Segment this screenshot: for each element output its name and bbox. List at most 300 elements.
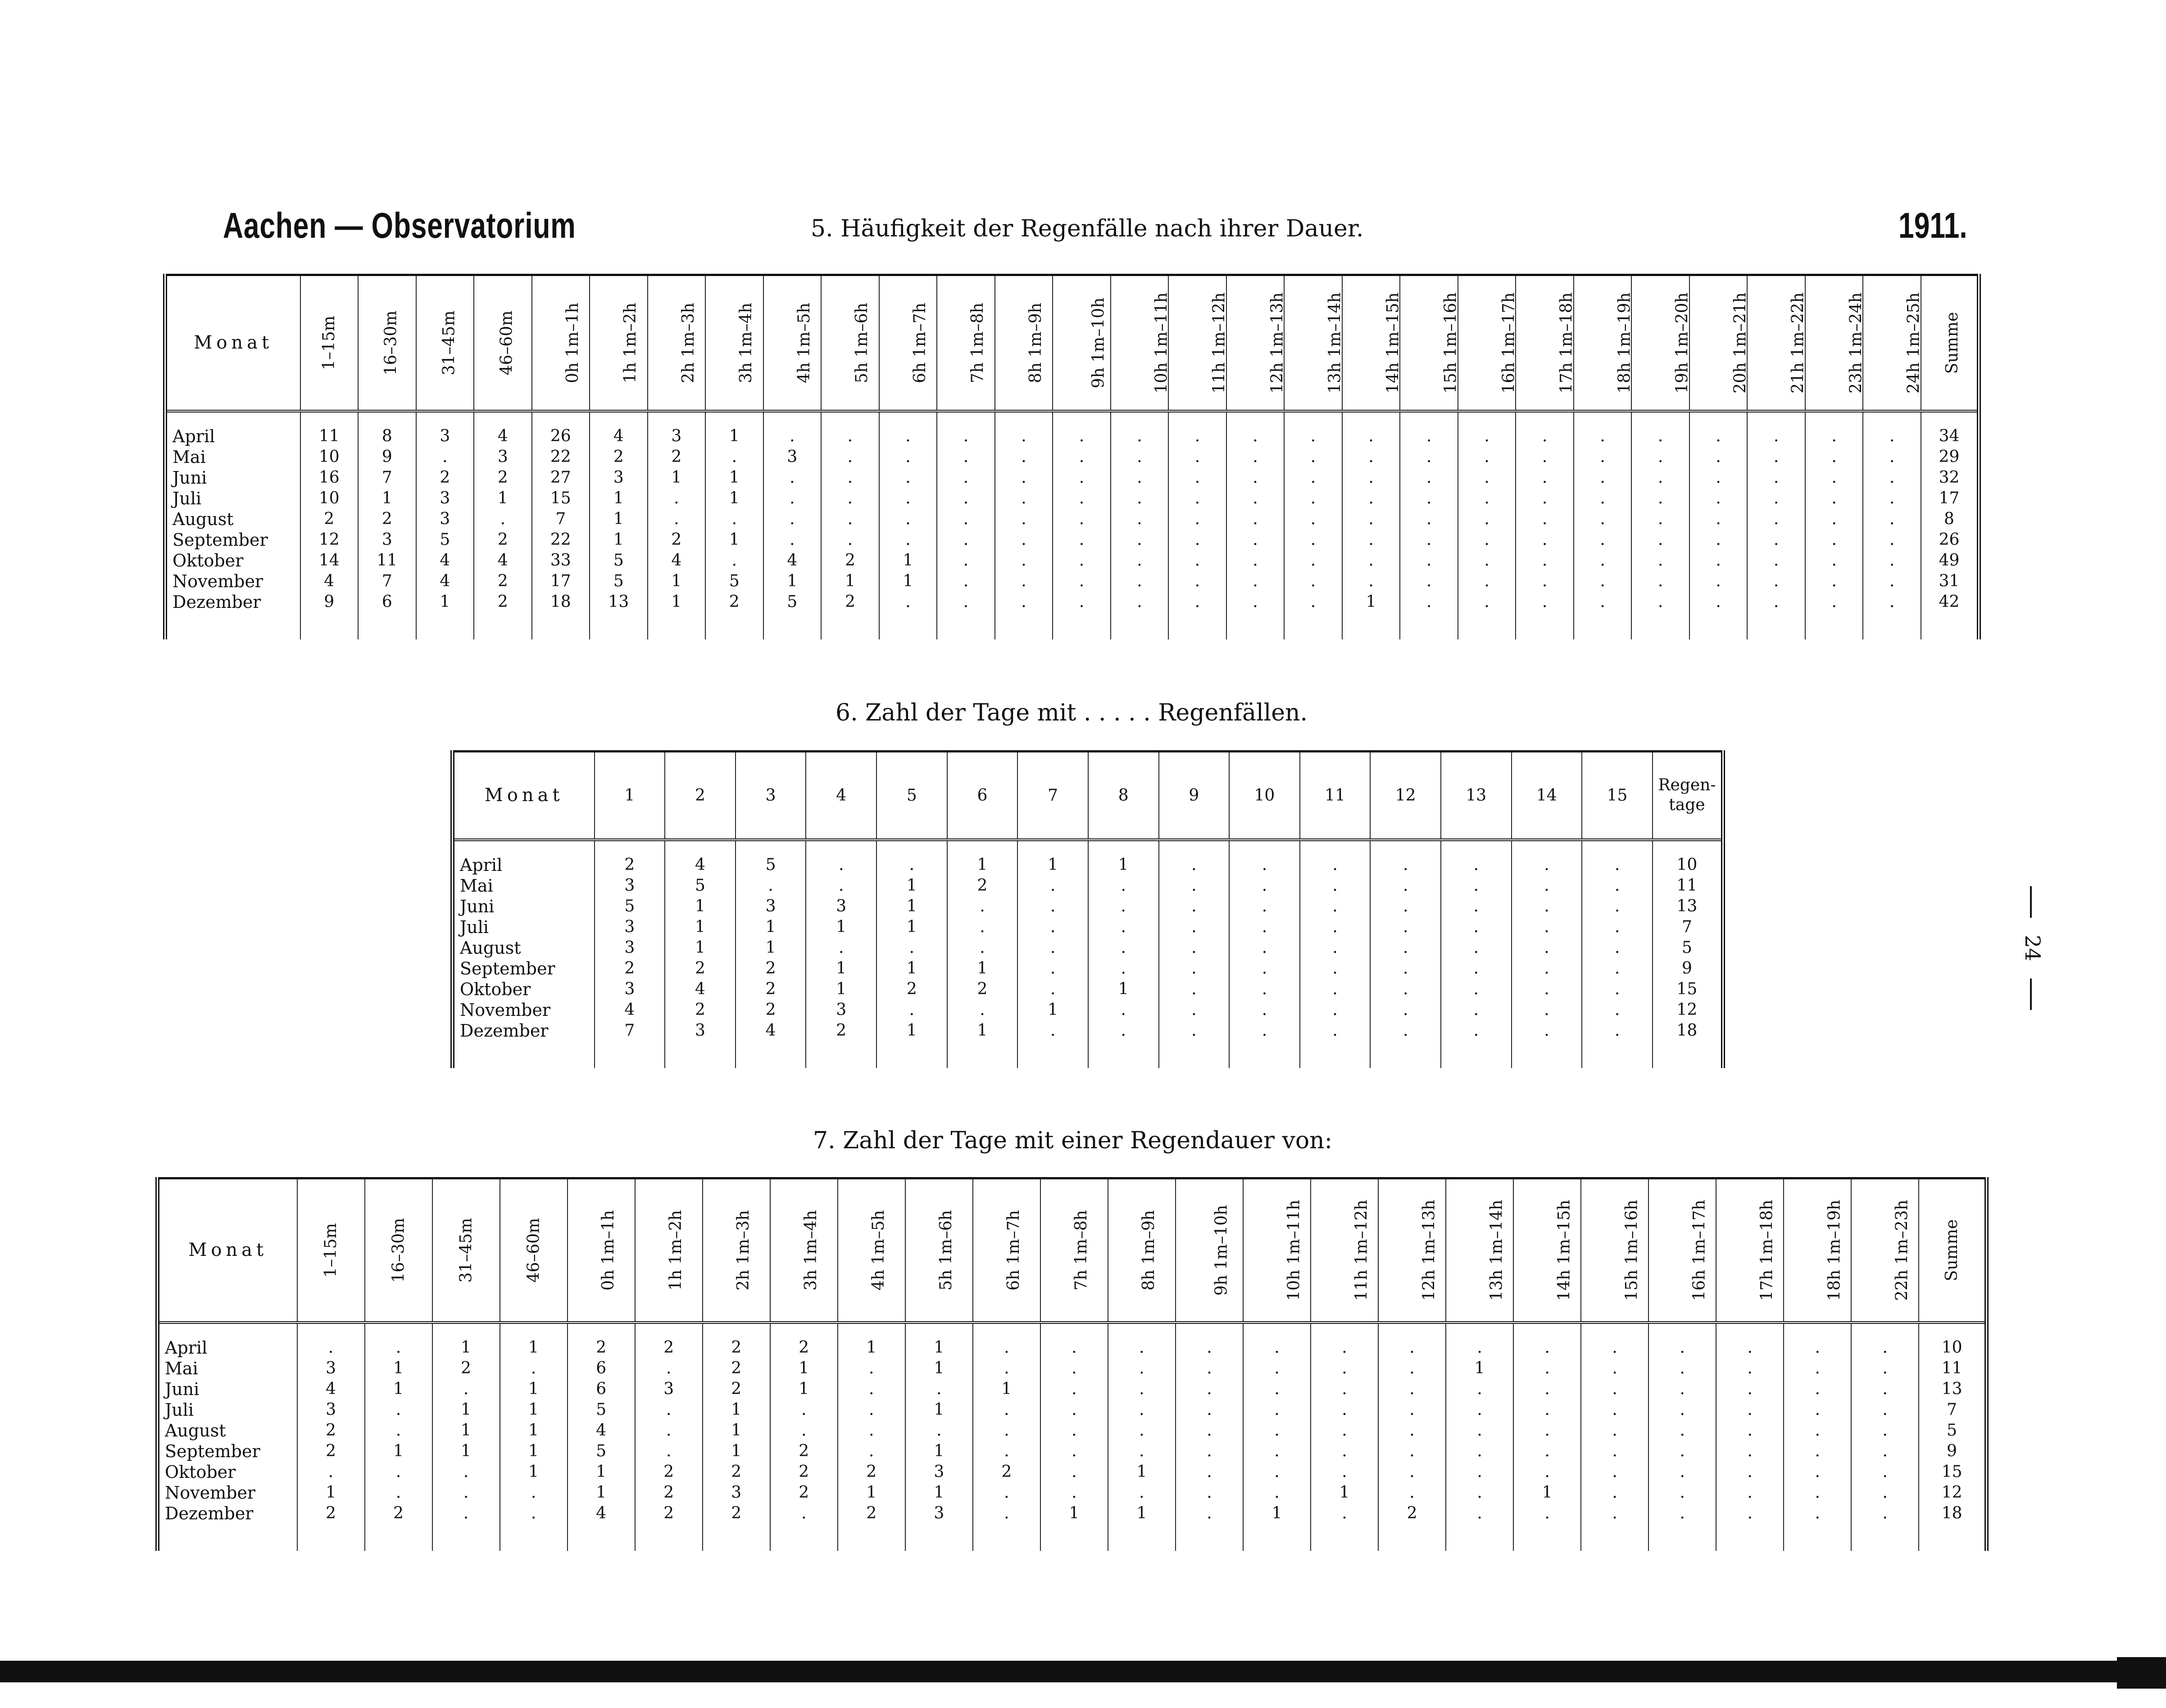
table-cell: . [1516,426,1574,447]
column-header-label: 12h 1m–13h [1420,1200,1439,1301]
table-cell: . [1159,875,1230,896]
table-cell: 42 [1939,592,1960,611]
table-cell: 16 [300,467,359,488]
table-cell: . [1689,571,1748,592]
table-cell: . [705,447,763,467]
column-header [1176,1178,1243,1323]
table-row [158,1503,1987,1524]
column-header [1342,275,1403,411]
table-cell: . [1512,855,1582,875]
column-header-label: 46–60m [497,310,516,376]
table-cell: 1 [1243,1503,1311,1524]
table-cell: . [763,426,822,447]
table-cell: . [1400,571,1458,592]
table-cell: . [937,488,995,509]
table-cell: 3 [665,1020,736,1041]
table-cell: . [474,509,532,530]
table-cell: . [1851,1400,1919,1420]
table-cell: . [1243,1379,1311,1400]
table-cell: . [432,1503,500,1524]
table-cell: 3 [703,1482,770,1503]
table-cell: . [821,509,879,530]
table-cell: . [973,1358,1040,1379]
table-row [453,875,1723,896]
month-label: April [453,855,595,875]
table-cell: 11 [300,426,359,447]
month-label: Oktober [453,979,595,1000]
column-header-label: 10h 1m–11h [1152,292,1171,394]
table-cell: 6 [568,1379,635,1400]
table-cell: . [1226,426,1285,447]
table-cell: . [1284,530,1342,550]
table-cell: . [1300,917,1371,938]
table-cell: . [365,1462,432,1482]
table-cell: . [1458,530,1516,550]
table-cell: 7 [358,571,416,592]
table-cell: . [1716,1337,1784,1358]
table-cell: . [1176,1420,1243,1441]
table-cell: 4 [416,550,474,571]
column-header [703,1178,770,1323]
table-cell: . [1784,1358,1851,1379]
table-cell: . [1582,917,1653,938]
table-cell: . [1863,571,1921,592]
table-cell: . [1805,467,1863,488]
table-cell: . [1111,530,1169,550]
table-cell: 2 [568,1337,635,1358]
table-cell: 2 [297,1441,365,1462]
table-cell: . [1284,447,1342,467]
table-cell: . [1747,509,1805,530]
table-cell: 2 [703,1337,770,1358]
column-header-label: 9h 1m–10h [1089,297,1108,389]
table-cell: . [1040,1358,1108,1379]
column-header [1689,275,1748,411]
table-cell: . [1108,1337,1176,1358]
column-header-label: 4 [836,786,847,805]
table-cell: . [1040,1337,1108,1358]
table-cell: . [937,467,995,488]
table-cell: . [937,571,995,592]
column-header [1088,752,1159,840]
table-cell: . [1784,1482,1851,1503]
table-cell: 26 [532,426,590,447]
column-header [1040,1178,1108,1323]
column-header [532,275,590,411]
table-cell: . [1574,571,1632,592]
table-cell: . [1400,509,1458,530]
column-header-label: 0h 1m–1h [563,302,582,383]
table-cell: 1 [648,571,706,592]
month-label: Oktober [165,550,300,571]
table-cell: . [995,467,1053,488]
table7-days-with-rain-duration [155,1177,1989,1551]
table-cell: . [1159,917,1230,938]
column-header-label: 7h 1m–8h [968,302,987,383]
column-header [500,1178,568,1323]
column-header-label: 11 [1325,786,1345,805]
table-cell: . [365,1400,432,1420]
table-cell: 8 [1944,509,1954,528]
table-cell: 5 [568,1400,635,1420]
table-cell: . [1040,1441,1108,1462]
table-cell: . [1631,447,1689,467]
table-cell: . [1851,1379,1919,1400]
table-cell: 2 [736,1000,806,1020]
table-cell: . [1053,571,1111,592]
table-cell: . [1458,509,1516,530]
table-cell: . [635,1441,703,1462]
table-cell: . [879,488,937,509]
column-header-label: 12 [1395,786,1416,805]
table-cell: 4 [416,571,474,592]
table-cell: 2 [590,447,648,467]
table-cell: . [1053,447,1111,467]
table-cell: . [1111,509,1169,530]
table-cell: . [1747,592,1805,612]
table-cell: . [1400,467,1458,488]
table-cell: . [806,938,876,958]
column-header-label: 11h 1m–12h [1210,292,1229,394]
table-cell: . [1689,592,1748,612]
table-cell: . [1284,509,1342,530]
table-cell: . [1689,530,1748,550]
column-header [1441,752,1512,840]
column-header-label: 16–30m [381,310,400,376]
table-cell: . [1159,979,1230,1000]
regentage-header-line1: Regen- [1658,776,1716,795]
table-cell: . [1458,592,1516,612]
month-label: August [453,938,595,958]
column-header [1516,275,1574,411]
column-header [1458,275,1516,411]
table-cell: . [995,426,1053,447]
regentage-header-line2: tage [1669,796,1705,815]
table-row [453,1000,1723,1020]
table-cell: . [1582,896,1653,917]
table-cell: . [1582,1000,1653,1020]
table-cell: . [1311,1420,1378,1441]
table-cell: 12 [1676,1000,1698,1019]
table-cell: . [1582,958,1653,979]
table-cell: 1 [365,1379,432,1400]
table-cell: 1 [876,875,947,896]
table-cell: . [937,509,995,530]
column-header [838,1178,905,1323]
column-header [1400,275,1461,411]
table-cell: . [1378,1462,1446,1482]
table-cell: . [1446,1420,1513,1441]
table-cell: . [879,530,937,550]
column-header [1631,275,1692,411]
table-cell: 3 [763,447,822,467]
table-cell: . [1243,1462,1311,1482]
table-cell: . [947,896,1018,917]
table-cell: 1 [806,917,876,938]
table-cell: . [1863,426,1921,447]
table-cell: . [973,1420,1040,1441]
table-cell: . [1784,1441,1851,1462]
table-cell: . [1017,875,1088,896]
table-cell: . [1574,592,1632,612]
table-cell: 3 [905,1462,973,1482]
table-cell: . [1243,1358,1311,1379]
table-cell: . [1805,447,1863,467]
table-row [453,1020,1723,1041]
column-header-label: Summe [1943,312,1962,374]
table-cell: . [500,1503,568,1524]
table-cell: . [1458,447,1516,467]
table-cell: 1 [736,938,806,958]
table-cell: . [1040,1379,1108,1400]
table-row [165,426,1979,447]
table-cell: . [1648,1503,1716,1524]
table-cell: . [1370,1000,1441,1020]
table-cell: . [1370,896,1441,917]
table-cell: 2 [770,1441,838,1462]
table-cell: . [876,1000,947,1020]
table-cell: . [1017,979,1088,1000]
column-header-label: 6 [977,786,988,805]
table-cell: . [1400,447,1458,467]
table-cell: . [1342,426,1400,447]
table-cell: . [1648,1482,1716,1503]
table-cell: . [1226,467,1285,488]
table-row [158,1482,1987,1503]
table-cell: . [1458,550,1516,571]
table-cell: 2 [648,530,706,550]
table-cell: 2 [474,571,532,592]
table-cell: . [1458,426,1516,447]
table-cell: 2 [703,1358,770,1379]
column-header-label: 1h 1m–2h [666,1210,685,1291]
column-header-label: 1h 1m–2h [621,302,640,383]
table-cell: . [1243,1400,1311,1420]
table-cell: . [995,488,1053,509]
column-header-label: 16–30m [389,1218,408,1283]
table-cell: . [838,1379,905,1400]
table-cell: 1 [365,1441,432,1462]
column-header-label: 15 [1607,786,1628,805]
table-cell: 29 [1939,447,1960,466]
column-header [876,752,947,840]
table-cell: 6 [568,1358,635,1379]
column-header-label: 18h 1m–19h [1825,1200,1844,1301]
column-header [358,275,416,411]
table-cell: . [1512,958,1582,979]
table-cell: . [648,509,706,530]
table-row [165,550,1979,571]
table-row [453,979,1723,1000]
column-header [1512,752,1582,840]
column-header-label: 16h 1m–17h [1690,1200,1709,1301]
column-header-label: 7h 1m–8h [1072,1210,1090,1291]
column-header-label: 5h 1m–6h [852,302,871,383]
table-cell: . [821,467,879,488]
table-cell: . [1581,1400,1648,1420]
monat-header: Monat [165,275,300,411]
table-cell: . [1851,1420,1919,1441]
table-cell: . [1581,1420,1648,1441]
column-header-label: 7 [1048,786,1058,805]
table-row [158,1400,1987,1420]
table-cell: 4 [297,1379,365,1400]
table-cell: . [1370,958,1441,979]
table-cell: 2 [821,550,879,571]
table-cell: . [1747,467,1805,488]
table-cell: . [947,1000,1018,1020]
table-cell: 7 [358,467,416,488]
table-cell: . [947,938,1018,958]
table-cell: . [1784,1379,1851,1400]
column-header [416,275,474,411]
table-row [453,958,1723,979]
table-cell: 3 [595,917,665,938]
column-header-label: 31–45m [457,1218,476,1283]
table-cell: 49 [1939,551,1960,570]
table-cell: 2 [432,1358,500,1379]
table-cell: . [1108,1482,1176,1503]
table-cell: . [1378,1420,1446,1441]
table-cell: . [1311,1379,1378,1400]
column-header-label: 5 [906,786,917,805]
table-cell: . [1159,1000,1230,1020]
table-cell: 3 [635,1379,703,1400]
table-cell: 1 [1108,1462,1176,1482]
table-cell: . [1863,530,1921,550]
column-header-label: 5h 1m–6h [936,1210,955,1291]
table-cell: . [1574,509,1632,530]
table-cell: . [1441,875,1512,896]
table-cell: . [1229,896,1300,917]
table-cell: . [1400,530,1458,550]
table-cell: . [1851,1482,1919,1503]
table7-title: 7. Zahl der Tage mit einer Regendauer von: [813,1127,1333,1154]
table-cell: . [1574,488,1632,509]
month-label: Juni [158,1379,297,1400]
table-cell: . [905,1379,973,1400]
table-cell: . [1582,875,1653,896]
table-cell: . [1017,1020,1088,1041]
table-cell: 12 [300,530,359,550]
monat-header: Monat [158,1178,297,1323]
table-cell: . [1631,488,1689,509]
table-cell: 5 [705,571,763,592]
table-cell: 1 [432,1337,500,1358]
table-cell: 2 [821,592,879,612]
table-cell: . [1168,467,1226,488]
table-cell: . [1243,1337,1311,1358]
table-cell: . [1446,1337,1513,1358]
column-header [1378,1178,1446,1323]
table-cell: . [1176,1400,1243,1420]
table-cell: 1 [474,488,532,509]
table-cell: . [1040,1482,1108,1503]
table-cell: . [1747,447,1805,467]
table-cell: . [1053,530,1111,550]
table-cell: . [1088,1000,1159,1020]
month-label: November [158,1482,297,1503]
table-row [158,1379,1987,1400]
table-cell: . [995,530,1053,550]
table-cell: . [770,1503,838,1524]
table-cell: . [1863,467,1921,488]
table-cell: 8 [358,426,416,447]
table-cell: . [1378,1379,1446,1400]
table-cell: . [1631,530,1689,550]
table-cell: . [1458,488,1516,509]
table-cell: 1 [365,1358,432,1379]
table-row [158,1358,1987,1379]
column-header [300,275,359,411]
table-cell: . [1111,447,1169,467]
column-header-label: 2h 1m–3h [734,1210,753,1291]
table-cell: . [1716,1400,1784,1420]
table-cell: 5 [763,592,822,612]
table-cell: . [973,1482,1040,1503]
table-cell: . [1516,571,1574,592]
table-cell: . [1176,1358,1243,1379]
table-cell: . [1516,530,1574,550]
table-cell: . [635,1420,703,1441]
column-header [474,275,532,411]
table-cell: . [1631,467,1689,488]
column-header [947,752,1018,840]
table-cell: . [1648,1337,1716,1358]
table-cell: 18 [1676,1021,1698,1040]
table-cell: 1 [416,592,474,612]
month-label: Juli [158,1400,297,1420]
table-cell: . [821,426,879,447]
table-cell: . [1513,1337,1581,1358]
column-header-label: 1 [624,786,635,805]
table-cell: 1 [947,855,1018,875]
table-cell: . [1513,1379,1581,1400]
table-cell: . [635,1400,703,1420]
column-header-label: 3h 1m–4h [801,1210,820,1291]
table-cell: 1 [1108,1503,1176,1524]
table-cell: . [1441,958,1512,979]
table-cell: . [1863,447,1921,467]
table-cell: . [1512,979,1582,1000]
table-cell: . [1176,1503,1243,1524]
column-header [1300,752,1371,840]
table-cell: . [995,550,1053,571]
table-cell: . [1229,958,1300,979]
table-cell: 2 [648,447,706,467]
table-cell: 4 [474,550,532,571]
table-cell: 33 [532,550,590,571]
table-cell: . [1512,1020,1582,1041]
table-cell: . [1311,1441,1378,1462]
table-cell: 1 [703,1420,770,1441]
table-cell: . [937,592,995,612]
table-cell: . [648,488,706,509]
table-cell: . [1226,530,1285,550]
table-cell: . [1516,467,1574,488]
table-cell: . [432,1379,500,1400]
table-cell: . [1370,875,1441,896]
table-row [158,1462,1987,1482]
table-cell: . [1851,1441,1919,1462]
table-cell: . [1512,875,1582,896]
table-cell: . [1574,550,1632,571]
table-cell: . [1631,509,1689,530]
table-cell: . [937,426,995,447]
table-row [453,917,1723,938]
table-cell: . [1689,447,1748,467]
table-cell: 15 [532,488,590,509]
